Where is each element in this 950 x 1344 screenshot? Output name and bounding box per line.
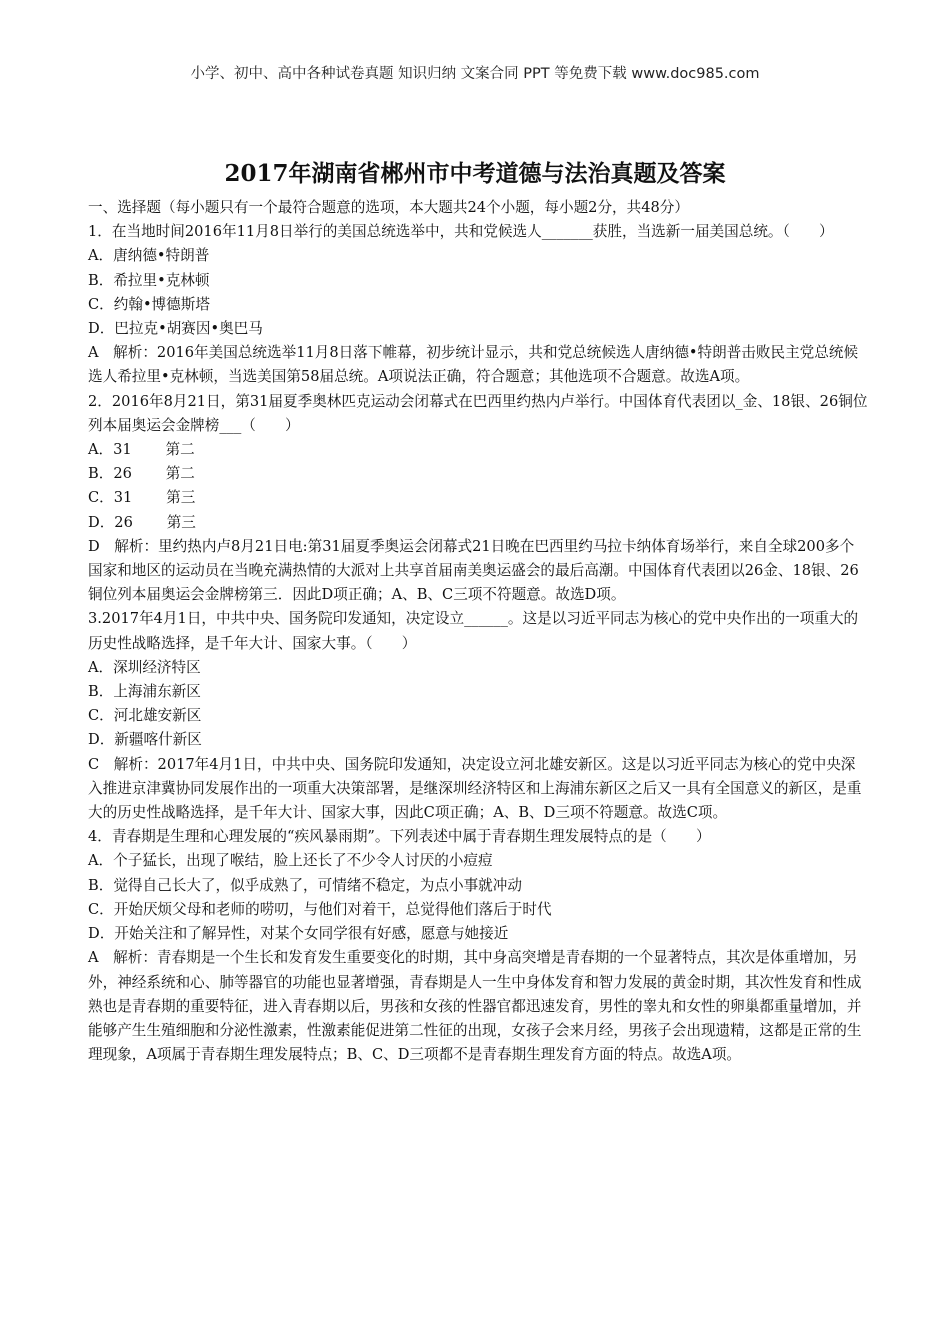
option-b: B．上海浦东新区 — [88, 683, 201, 701]
option-d: D．巴拉克•胡赛因•奥巴马 — [88, 320, 263, 338]
section-heading: 一、选择题（每小题只有一个最符合题意的选项，本大题共24个小题，每小题2分，共48分） — [88, 199, 689, 216]
option-b: B．26 第二 — [88, 465, 195, 483]
answer-analysis: C 解析：2017年4月1日，中共中央、国务院印发通知，决定设立河北雄安新区。这是以习近平同志为核心的党中央深入推进京津冀协同发展作出的一项重大决策部署，是继深圳经济特区和上海浦东新区之后又一具有全国意义的新区，是重大的历史性战略选择，是千年大计、国家大事，因此C项正确；A、B、D三项不符题意。故选C项。 — [88, 755, 862, 822]
page-header: 小学、初中、高中各种试卷真题 知识归纳 文案合同 PPT 等免费下载 www.doc985.com — [190, 66, 760, 82]
question-1 — [88, 220, 868, 389]
option-a: A．31 第二 — [88, 441, 195, 459]
option-c: C．31 第三 — [88, 489, 196, 507]
question-stem: 4．青春期是生理和心理发展的“疾风暴雨期”。下列表述中属于青春期生理发展特点的是（ ） — [88, 828, 711, 846]
option-d: D．开始关注和了解异性，对某个女同学很有好感，愿意与她接近 — [88, 925, 509, 943]
answer-analysis: D 解析：里约热内卢8月21日电:第31届夏季奥运会闭幕式21日晚在巴西里约马拉卡纳体育场举行，来自全球200多个国家和地区的运动员在当晚充满热情的大派对上共享首届南美奥运盛会的最后高潮。中国体育代表团以26金、18银、26铜位列本届奥运会金牌榜第三．因此D项正确；A、B、C三项不符题意。故选D项。 — [88, 537, 859, 604]
option-d: D．新疆喀什新区 — [88, 731, 202, 749]
option-d: D．26 第三 — [88, 513, 196, 531]
question-stem: 1．在当地时间2016年11月8日举行的美国总统选举中，共和党候选人_______获胜，当选新一届美国总统。（ ） — [88, 223, 834, 241]
answer-analysis: A 解析：2016年美国总统选举11月8日落下帷幕，初步统计显示，共和党总统候选人唐纳德•特朗普击败民主党总统候选人希拉里•克林顿，当选美国第58届总统。A项说法正确，符合题意；其他选项不合题意。故选A项。 — [88, 344, 859, 386]
option-c: C．约翰•博德斯塔 — [88, 295, 210, 313]
page-title: 2017年湖南省郴州市中考道德与法治真题及答案 — [224, 160, 726, 187]
question-2 — [88, 390, 868, 608]
answer-analysis: A 解析：青春期是一个生长和发育发生重要变化的时期，其中身高突增是青春期的一个显著特点，其次是体重增加，另外，神经系统和心、肺等器官的功能也显著增强，青春期是人一生中身体发育和智力发展的黄金时期，其次性发育和性成熟也是青春期的重要特征，进入青春期以后，男孩和女孩的性器官都迅速发育，男性的睾丸和女性的卵巢都重量增加，并能够产生生殖细胞和分泌性激素，性激素能促进第二性征的出现，女孩子会来月经，男孩子会出现遗精，这都是正常的生理现象，A项属于青春期生理发展特点；B、C、D三项都不是青春期生理发育方面的特点。故选A项。 — [88, 949, 862, 1064]
option-b: B．希拉里•克林顿 — [88, 271, 210, 289]
question-stem: 3.2017年4月1日，中共中央、国务院印发通知，决定设立______。这是以习近平同志为核心的党中央作出的一项重大的历史性战略选择，是千年大计、国家大事。（ ） — [88, 610, 859, 652]
question-4 — [88, 825, 868, 1067]
option-c: C．河北雄安新区 — [88, 707, 202, 725]
document-body — [88, 196, 868, 1067]
option-c: C．开始厌烦父母和老师的唠叨，与他们对着干，总觉得他们落后于时代 — [88, 900, 552, 918]
question-stem: 2．2016年8月21日，第31届夏季奥林匹克运动会闭幕式在巴西里约热内卢举行。中国体育代表团以_金、18银、26铜位列本届奥运会金牌榜___（ ） — [88, 392, 868, 434]
option-a: A．唐纳德•特朗普 — [88, 247, 210, 265]
option-b: B．觉得自己长大了，似乎成熟了，可情绪不稳定，为点小事就冲动 — [88, 876, 522, 894]
option-a: A．个子猛长，出现了喉结，脸上还长了不少令人讨厌的小痘痘 — [88, 852, 493, 870]
option-a: A．深圳经济特区 — [88, 658, 201, 676]
question-3 — [88, 607, 868, 825]
